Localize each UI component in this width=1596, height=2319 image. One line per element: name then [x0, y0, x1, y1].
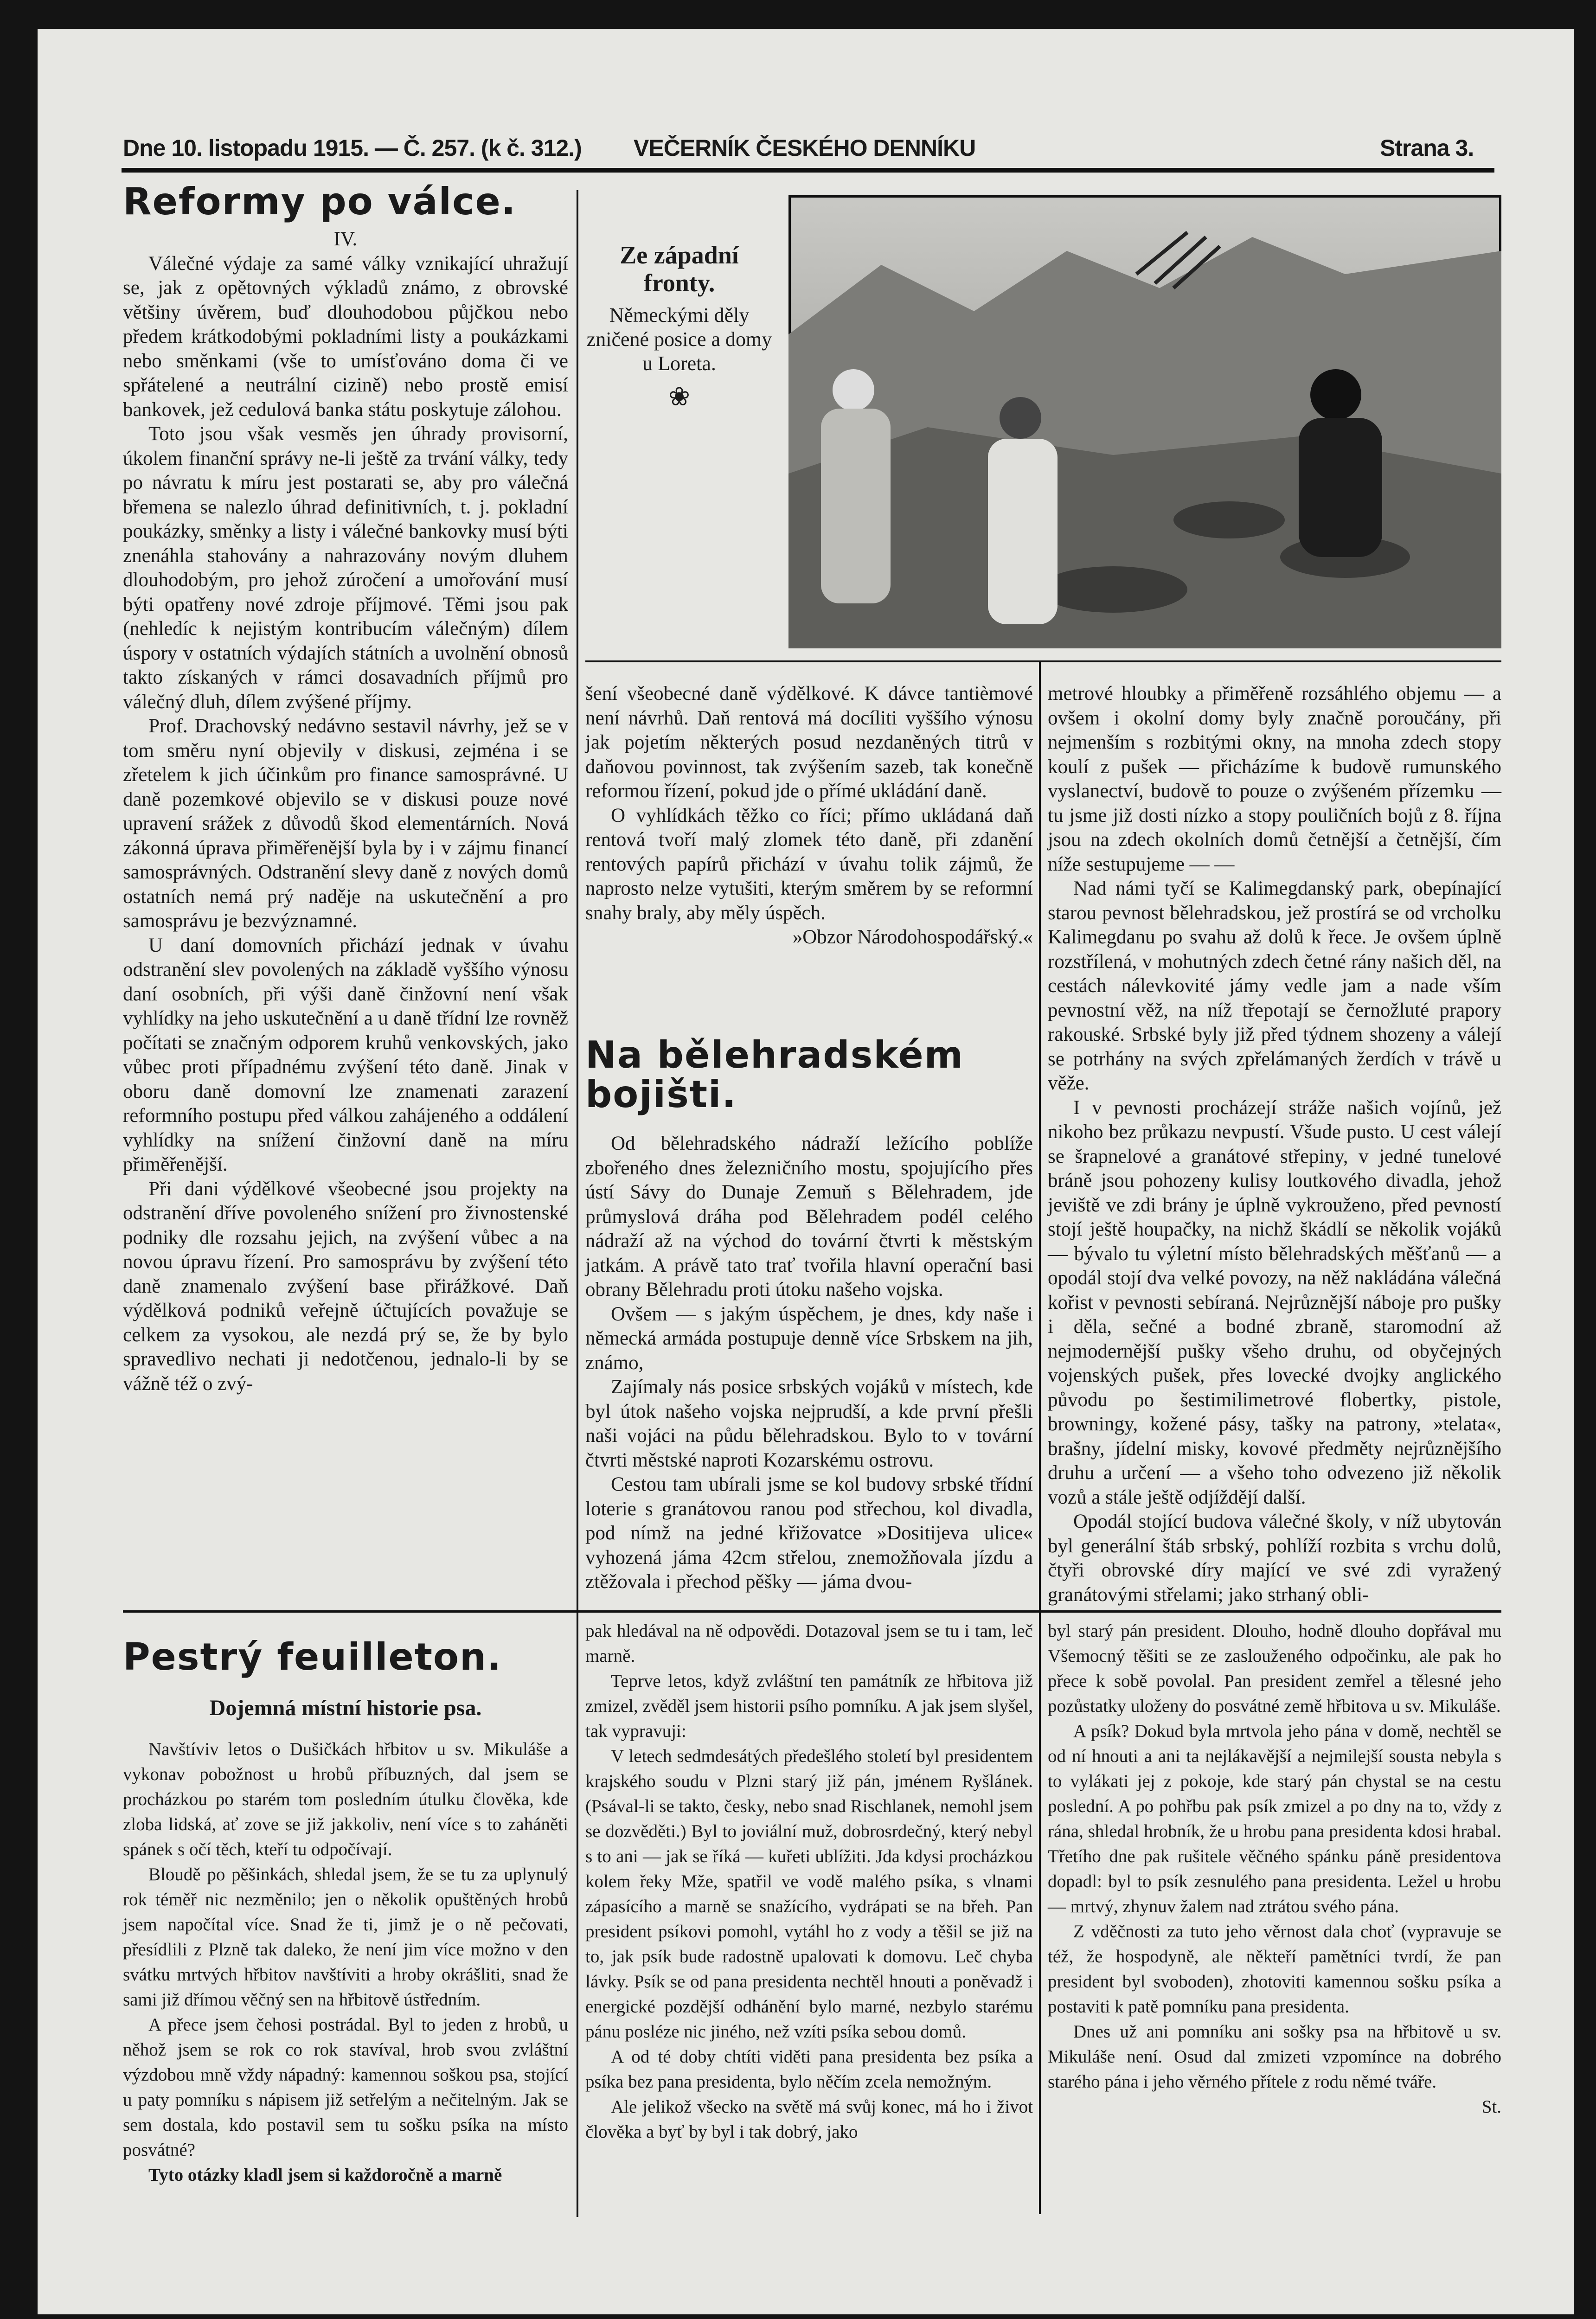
paragraph: šení všeobecné daně výdělkové. K dávce tantièmové není návrhů. Daň rentová má docíliti vyššího výnosu jak pojetím některých posud nezdaněných titrů v daňovou povinnost, tak zvýšením sazeb, tak konečně reformou řízení, pokud jde o přímé ukládání daně.	[585, 683, 1033, 802]
feuilleton-col2	[585, 1619, 1033, 2145]
paragraph: Bloudě po pěšinkách, shledal jsem, že se tu za uplynulý rok téměř nic nezměnilo; jen o několik opuštěných hrobů jsem napočítal více. Snad že ti, jimž je o ně pečovati, přesídlili z Plzně tak daleko, že není jim více možno v den svátku mrtvých hřbitov navštíviti a hroby okrášliti, snad že sami již dřímou věčný sen na hřbitově ústředním.	[123, 1864, 568, 2010]
paragraph: A psík? Dokud byla mrtvola jeho pána v domě, nechtěl se od ní hnouti a ani ta nejlákavější a nejmilejší sousta nebyla s to vylákati jej z pokoje, kde starý pán chystal se na cestu poslední. A po pohřbu pak psík zmizel a po dny na to, vždy z rána, shledal hrobník, že u hrobu pana presidenta kdosi hrabal. Třetího dne pak rušitele věčného spánku páně presidentova dopadl: byl to psík zesnulého pana presidenta. Ležel u hrobu — mrtvý, zhynuv žalem nad ztrátou svého pána.	[1048, 1721, 1501, 1916]
photo-caption	[585, 241, 773, 409]
war-photo	[788, 195, 1501, 648]
paragraph: Nad námi tyčí se Kalimegdanský park, obepínající starou pevnost bělehradskou, jež prostírá se od vrcholku Kalimegdanu po svahu až dolů k řece. Je ovšem úplně rozstřílená, v mohutných zdech četné rány našich děl, na cestách nálevkovité jámy vedle jam a nade vším pevnostní věž, na níž třepotají se černožluté prapory rakouské. Srbské byly již před týdnem shozeny a válejí se potrhány na svých zpřelámaných žerdích v trávě u věže.	[1048, 878, 1501, 1094]
paragraph: U daní domovních přichází jednak v úvahu odstranění slev povolených na základě vyššího výnosu daní osobních, při výši daně činžovní není však vyhlídky na jeho uskutečnění a u daně třídní lze rovněž počítati se značným odporem kruhů venkovských, jako vůbec proti případnému zvýšení této daně. Jinak v oboru daně domovní lze znamenati zarazení reformního postupu před válkou zahájeného a oddálení vyhlídky na snížení činžovní daně na míru přiměřenější.	[123, 934, 568, 1175]
signature: St.	[1481, 2097, 1501, 2117]
paragraph: Ovšem — s jakým úspěchem, je dnes, kdy naše i německá armáda postupuje denně více Srbskem na jih, známo,	[585, 1303, 1033, 1374]
paragraph: Teprve letos, když zvláštní ten památník ze hřbitova již zmizel, zvěděl jsem historii psího pomníku. A jak jsem slyšel, tak vypravuji:	[585, 1671, 1033, 1741]
paragraph: Při dani výdělkové všeobecné jsou projekty na odstranění dříve povoleného snížení pro živnostenské podniky dle rozsahu jejich, na zvýšení vůbec a na novou úpravu řízení. Pro samosprávu by zvýšení této daně znamenalo zvýšení base přirážkové. Daň výdělková podniků veřejně účtujících považuje se celkem za vysokou, ale nezdá prý se, že by bylo spravedlivo nechati ji nedotčenou, jednalo-li by se vážně též o zvý-	[123, 1178, 568, 1395]
photo-rule	[585, 660, 1501, 662]
feuilleton-col1	[123, 1737, 568, 2188]
article-title-belehrad: Na bělehradském bojišti.	[585, 1033, 964, 1116]
feuilleton-title: Pestrý feuilleton.	[123, 1635, 502, 1678]
paragraph: metrové hloubky a přiměřeně rozsáhlého objemu — a ovšem i okolní domy byly značně poroučány, při nejmenším s rozbitými okny, na mnoha zdech stopy koulí z pušek — přicházíme k budově rumunského vyslanectví, budově to pouze o zvýšeném přízemku — tu jsme již dosti nízko a stopy pouličních bojů z 8. října jsou na zdech okolních domů četnější a četnější, čím níže sestupujeme — —	[1048, 683, 1501, 875]
paragraph: A od té doby chtíti viděti pana presidenta bez psíka a psíka bez pana presidenta, bylo něčím zcela nemožným.	[585, 2047, 1033, 2092]
feuilleton-col3	[1048, 1619, 1501, 2120]
article-belehrad-continued	[1048, 682, 1501, 1607]
column-divider	[577, 190, 578, 2217]
article-belehrad	[585, 1132, 1033, 1595]
feuilleton-rule	[123, 1610, 1501, 1613]
paragraph: Ale jelikož všecko na světě má svůj konec, má ho i život člověka a byť by byl i tak dobrý, jako	[585, 2097, 1033, 2142]
issue-date: Dne 10. listopadu 1915. — Č. 257. (k č. 312.)	[123, 135, 582, 161]
article-source: »Obzor Národohospodářský.«	[792, 926, 1033, 948]
paragraph: Navštíviv letos o Dušičkách hřbitov u sv. Mikuláše a vykonav pobožnost u hrobů příbuzných, dal jsem se procházkou po starém tom posledním útulku člověka, kde zloba lidská, ať zove se již jakkoliv, není více s to zaháněti spánek s očí těch, kteří tu odpočívají.	[123, 1739, 568, 1859]
paragraph: Tyto otázky kladl jsem si každoročně a marně	[148, 2165, 502, 2185]
paragraph: byl starý pán president. Dlouho, hodně dlouho dopřával mu Všemocný těšiti se ze zaslouženého odpočinku, ale pak ho přece k sobě povolal. Pan president zemřel a tělesné jeho pozůstatky uloženy do posvátné země hřbitova u sv. Mikuláše.	[1048, 1621, 1501, 1716]
masthead: VEČERNÍK ČESKÉHO DENNÍKU	[634, 135, 976, 161]
paragraph: Cestou tam ubírali jsme se kol budovy srbské třídní loterie s granátovou ranou pod střechou, kol divadla, pod nímž na jedné křižovatce »Dositijeva ulice« vyhozená jáma 42cm střelou, znemožňovala jízdu a ztěžovala i přechod pěšky — jáma dvou-	[585, 1473, 1033, 1593]
paragraph: Toto jsou však vesměs jen úhrady provisorní, úkolem finanční správy ne-li ještě za trvání války, tedy po návratu k míru jest postarati se, aby pro válečná břemena se nalezlo úhrad definitivních, t. j. pokladní poukázky, směnky a listy i válečné bankovky musí býti znenáhla stahovány a nahrazovány novým dluhem dlouhodobým, pro jehož zúročení a umořování musí býti opatřeny nové zdroje příjmové. Těmi jsou pak (nehledíc k nejistým kontribucím válečným) dílem úspory v ostatních výdajích státních a uvolnění obnosů takto získaných v rámci dosavadních příjmů pro válečný dluh, dílem zvýšené příjmy.	[123, 423, 568, 713]
paragraph: V letech sedmdesátých předešlého století byl presidentem krajského soudu v Plzni starý již pán, jménem Ryšlánek. (Psával-li se takto, česky, nebo snad Rischlanek, nemohl jsem se dozvěděti.) Byl to joviální muž, dobrosrdečný, který nebyl s to ani — jak se říká — kuřeti ublížiti. Jda kdysi procházkou kolem řeky Mže, spatřil ve vodě malého psíka, s vlnami zápasícího a marně se snažícího, vydrápati se na břeh. Pan president psíkovi pomohl, vytáhl ho z vody a těšil se již na to, jak psík bude radostně upalovati k domovu. Leč chyba lávky. Psík se od pana presidenta nechtěl hnouti a poněvadž i energické pozdější odhánění bylo marné, nezbylo starému pánu posléze nic jiného, než vzíti psíka sebou domů.	[585, 1746, 1033, 2042]
paragraph: Z vděčnosti za tuto jeho věrnost dala choť (vypravuje se též, že hospodyně, ale někteří pamětníci tvrdí, že pan president byl svoboden), zhotoviti kamennou sošku psíka a postaviti k patě pomníku pana presidenta.	[1048, 1922, 1501, 2017]
paragraph: Prof. Drachovský nedávno sestavil návrhy, jež se v tom směru nyní objevily v diskusi, zejména i se zřetelem k jich účinkům pro finance samosprávné. U daně pozemkové objevilo se v diskusi pouze nové upravení srážek z důvodů škod elementárních. Nová zákonná úprava přiměřenější byla by i v zájmu financí samosprávných. Odstranění slevy daně z nových domů ostatních nemá prý naděje na uskutečnění a pro samosprávu je bezvýznamné.	[123, 715, 568, 932]
paragraph: Od bělehradského nádraží ležícího poblíže zbořeného dnes železničního mostu, spojujícího přes ústí Sávy do Dunaje Zemuň s Bělehradem, jde průmyslová dráha pod Bělehradem podél celého nádraží až na východ do tovární čtvrti k městským jatkám. A právě tato trať tvořila hlavní operační basi obrany Bělehradu proti útoku našeho vojska.	[585, 1133, 1033, 1300]
article-part: IV.	[333, 228, 358, 250]
page-number: Strana 3.	[1380, 135, 1474, 161]
paragraph: Opodál stojící budova válečné školy, v níž ubytován byl generální štáb srbský, pohlíží rozbita s vrchu dolů, čtyři obrovské díry mající ve své zdi vyražený granátovými střelami; jako strhaný obli-	[1048, 1511, 1501, 1606]
feuilleton-subtitle: Dojemná místní historie psa.	[209, 1696, 482, 1720]
photo-caption-text: Německými děly zničené posice a domy u Loreta.	[586, 304, 772, 375]
article-reformy	[123, 227, 568, 1396]
photo-caption-title: Ze západní fronty.	[620, 241, 739, 297]
column-divider	[1039, 660, 1041, 2214]
paragraph: Zajímaly nás posice srbských vojáků v místech, kde byl útok našeho vojska nejprudší, a kde první přešli naši vojáci na půdu bělehradskou. Bylo to v tovární čtvrti městské naproti Kozarskému ostrovu.	[585, 1376, 1033, 1471]
paragraph: O vyhlídkách těžko co říci; přímo ukládaná daň rentová tvoří malý zlomek této daně, při zdanění rentových papírů přichází v úvahu tolik zájmů, že naprosto nelze vytušiti, kterým směrem by se reformní snahy braly, aby měly úspěch.	[585, 804, 1033, 924]
paragraph: pak hledával na ně odpovědi. Dotazoval jsem se tu i tam, leč marně.	[585, 1621, 1033, 1666]
article-title-reformy: Reformy po válce.	[123, 180, 517, 223]
paragraph: Válečné výdaje za samé války vznikající uhražují se, jak z opětovných výkladů známo, z obrovské většiny úvěrem, buď dlouhodobou půjčkou nebo předem krátkodobými pokladními listy a poukázkami nebo směnkami (vše to umísťováno doma či ve spřátelené a neutrální cizině) nebo prostě emisí bankovek, jež cedulová banka státu poskytuje zálohou.	[123, 252, 568, 421]
paragraph: Dnes už ani pomníku ani sošky psa na hřbitově u sv. Mikuláše není. Osud dal zmizeti vzpomínce na dobrého starého pána i jeho věrného přítele z rodu němé tváře.	[1048, 2022, 1501, 2092]
paragraph: I v pevnosti procházejí stráže našich vojínů, jež nikoho bez průkazu nevpustí. Všude pusto. U cest válejí se šrapnelové a granátové střepiny, v jedné tunelové bráně jsou pohozeny kulisy loutkového divadla, jehož jeviště ve zdi brány je úplně vykrouženo, před pevností stojí ještě houpačky, na nichž škádlí se několik vojáků — bývalo tu výletní místo bělehradských měšťanů — a opodál stojí dva velké povozy, na něž nakládána válečná kořist v pevnosti sebíraná. Nejrůznější náboje pro pušky i děla, sečné a bodné zbraně, staromodní až nejmodernější pušky všeho druhu, od obyčejných vojenských pušek, přes lovecké dvojky anglického původu po šestimilimetrové flobertky, pistole, browningy, kožené pásy, tašky na patrony, »telata«, brašny, jídelní misky, kovové předměty nejrůznějšího druhu a určení — a všeho toho odvezeno již několik vozů a stále ještě odjíždějí další.	[1048, 1096, 1501, 1508]
header-rule	[122, 168, 1494, 173]
ornament-icon: ❀	[668, 383, 690, 411]
paragraph: A přece jsem čehosi postrádal. Byl to jeden z hrobů, u něhož jsem se rok co rok stavíval, hrob svou zvláštní výzdobou mně vždy nápadný: kamennou soškou psa, stojící u paty pomníku s nápisem již setřelým a nečitelným. Jak se sem dostala, kdo postavil sem tu sošku psíka na místo posvátné?	[123, 2015, 568, 2160]
article-reformy-continued	[585, 682, 1033, 950]
